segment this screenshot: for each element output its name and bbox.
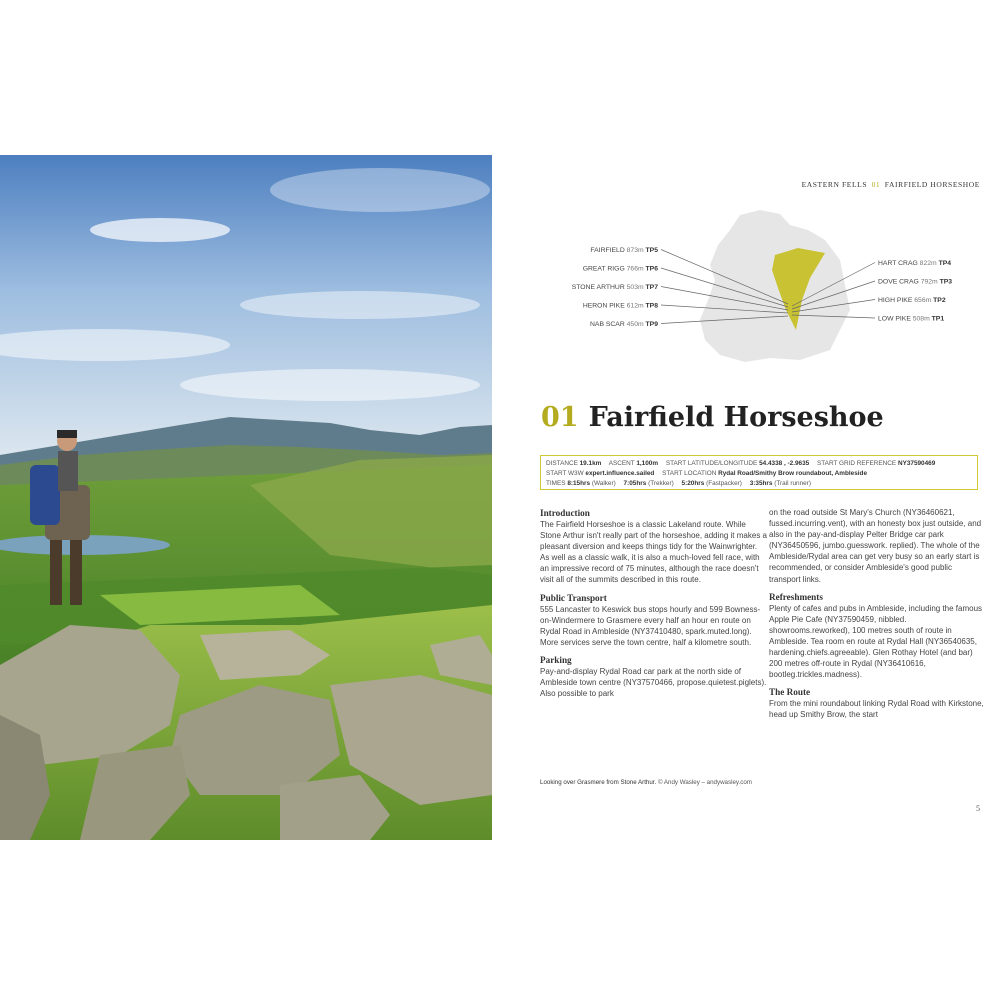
map-land-shape	[700, 210, 850, 362]
times-label: TIMES	[546, 480, 566, 487]
intro-text: The Fairfield Horseshoe is a classic Lakeland route. While Stone Arthur isn't really part of the horseshoe, adding it makes a pleasant diversion and keeps things tidy for the Wainwrighter. As well as a classic walk, it is also a much-loved fell race, with an impressive record of 75 minutes, although the race doesn't visit all of the summits described in this route.	[540, 520, 767, 585]
time-walker: 8:15hrs	[567, 480, 591, 487]
parking-text: Pay-and-display Rydal Road car park at the north side of Ambleside town centre (NY37570466, propose.quietest.piglets). Also possible to park	[540, 666, 767, 699]
route-stats-box	[540, 455, 978, 490]
distance-label: DISTANCE	[546, 460, 578, 467]
refreshments-text: Plenty of cafes and pubs in Ambleside, including the famous Apple Pie Cafe (NY37590459, nibbled. showrooms.reworked), 100 metres south of route in Ambleside. Tea room en route at Rydal Hall (NY36540635, hardening.chiefs.agreeable). Glen Rothay Hotel (and bar) 200 metres off-route in Rydal (NY36410616, bootleg.trickles.madness).	[769, 603, 983, 680]
grid-value: NY37590469	[897, 460, 936, 467]
time-trekker-label: (Trekker)	[648, 480, 674, 487]
route-title	[541, 402, 884, 433]
map-label-right: DOVE CRAG 792m TP3	[878, 278, 953, 286]
parking-text-cont: on the road outside St Mary's Church (NY36460621, fussed.incurring.vent), with an honesty box just outside, and also in the pay-and-display Pelter Bridge car park (NY36450596, jumbo.guesswork. replied). The whole of the Ambleside/Rydal area can get very busy so an early start is recommended, or consider Ambleside's good public transport links.	[769, 508, 982, 584]
title-text: Fairfield Horseshoe	[588, 402, 884, 433]
time-trail-runner-label: (Trail runner)	[774, 480, 811, 487]
header-number: 01	[871, 180, 881, 189]
header-section: EASTERN FELLS	[801, 180, 868, 189]
map-label-right: LOW PIKE 508m TP1	[878, 315, 945, 323]
time-walker-label: (Walker)	[591, 480, 616, 487]
caption-text: Looking over Grasmere from Stone Arthur.	[540, 779, 657, 786]
page-number: 5	[976, 804, 980, 813]
title-number: 01	[541, 402, 579, 433]
intro-heading: Introduction	[540, 508, 590, 518]
map-label-right: HIGH PIKE 656m TP2	[878, 297, 946, 304]
map-svg	[540, 200, 960, 370]
stats-row-3	[546, 479, 972, 489]
caption-credit: © Andy Wasley – andywasley.com	[657, 779, 752, 786]
refreshments-heading: Refreshments	[769, 591, 823, 602]
landscape-photo	[0, 155, 492, 840]
parking-heading: Parking	[540, 654, 572, 665]
running-header	[802, 180, 980, 189]
ascent-label: ASCENT	[608, 460, 635, 467]
grid-label: START GRID REFERENCE	[816, 460, 897, 467]
time-fastpacker-label: (Fastpacker)	[706, 480, 742, 487]
location-value: Rydal Road/Smithy Brow roundabout, Ambleside	[718, 470, 868, 477]
w3w-value: expert.influence.sailed	[585, 470, 655, 477]
map-label-left: GREAT RIGG 766m TP6	[582, 265, 658, 273]
photo-caption	[540, 779, 752, 786]
photo-illustration	[0, 155, 492, 840]
time-trail-runner: 3:35hrs	[749, 480, 773, 487]
stats-row-1	[546, 459, 972, 469]
map-label-right: HART CRAG 822m TP4	[878, 260, 952, 267]
latlon-value: 54.4338 , -2.9635	[759, 460, 810, 467]
location-label: START LOCATION	[662, 470, 717, 477]
route-text: From the mini roundabout linking Rydal Road with Kirkstone, head up Smithy Brow, the start	[769, 699, 984, 720]
ascent-value: 1,100m	[636, 460, 659, 467]
body-column-right	[769, 507, 984, 727]
latlon-label: START LATITUDE/LONGITUDE	[665, 460, 758, 467]
route-map	[540, 200, 960, 370]
body-column-left	[540, 507, 768, 705]
distance-value: 19.1km	[579, 460, 602, 467]
transport-text: 555 Lancaster to Keswick bus stops hourly and 599 Bowness-on-Windermere to Grasmere every half an hour en route on Rydal Road in Ambleside (NY37410480, spark.muted.long). More services serve the town centre, half a kilometre south.	[540, 604, 761, 647]
map-label-left: FAIRFIELD 873m TP5	[590, 247, 658, 254]
map-label-left: STONE ARTHUR 503m TP7	[571, 284, 658, 291]
transport-heading: Public Transport	[540, 592, 607, 603]
stats-row-2	[546, 469, 972, 479]
time-trekker: 7:05hrs	[623, 480, 647, 487]
time-fastpacker: 5:20hrs	[681, 480, 705, 487]
w3w-label: START W3W	[546, 470, 584, 477]
header-route: FAIRFIELD HORSESHOE	[884, 180, 980, 189]
map-label-left: NAB SCAR 450m TP9	[590, 321, 658, 328]
map-label-left: HERON PIKE 612m TP8	[582, 302, 658, 310]
route-heading: The Route	[769, 687, 811, 698]
